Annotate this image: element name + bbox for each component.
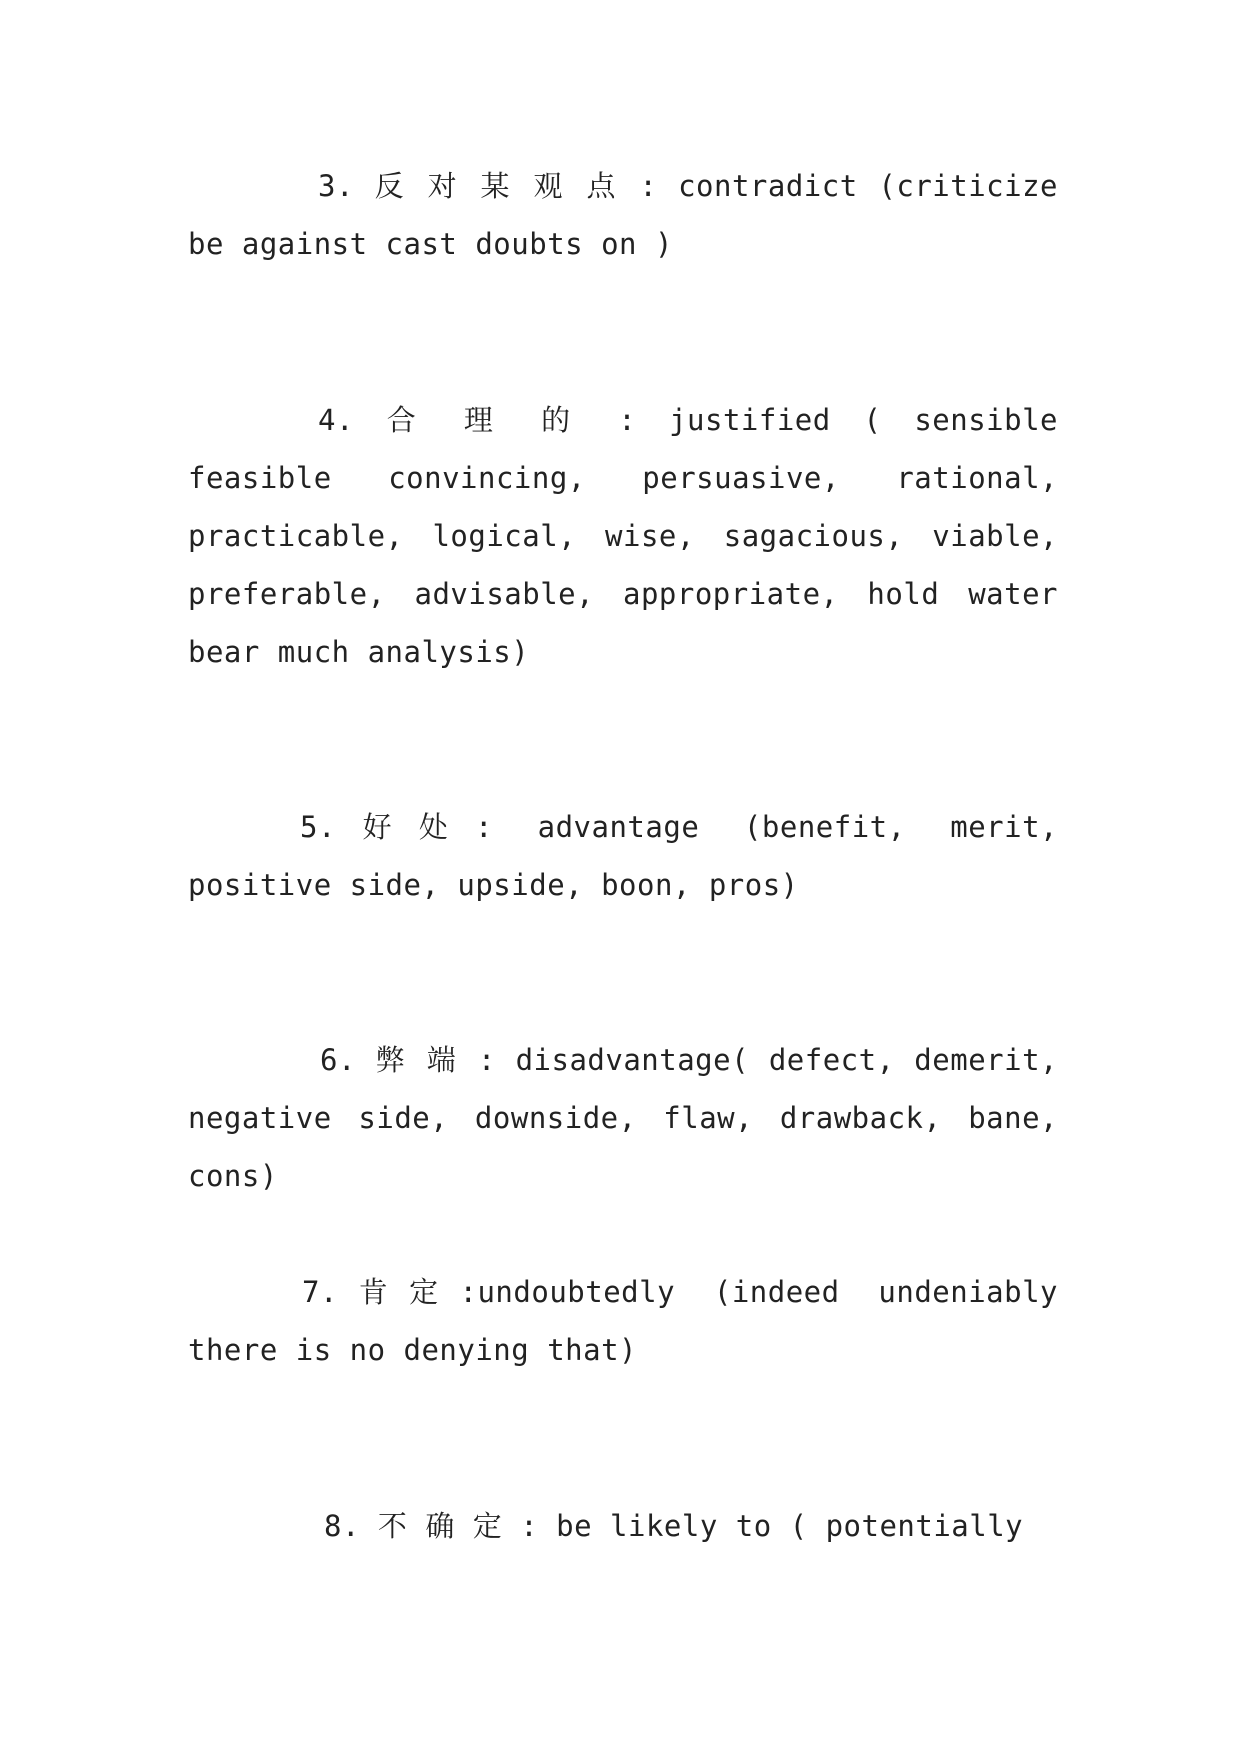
entry-7-paragraph [188,1263,1058,1379]
entry-4-paragraph [188,391,1058,681]
entry-6-paragraph [188,1031,1058,1205]
entry-4-text: 4. 合 理 的 : justified ( sensible feasible convincing, persuasive, rational, practicable, logical, wise, sagacious, viable, preferable, advisable, appropriate, hold water bear much analysis) [188,403,1058,669]
entry-8-paragraph [188,1497,1058,1555]
entry-3-paragraph [188,157,1058,273]
entry-8-text: 8. 不 确 定 : be likely to ( potentially [324,1509,1024,1543]
entry-5-text: 5.好处: advantage (benefit, merit, positive side, upside, boon, pros) [188,810,1058,902]
entry-3-text: 3. 反 对 某 观 点 : contradict (criticize be against cast doubts on ) [188,169,1058,261]
entry-6-text: 6. 弊 端 : disadvantage( defect, demerit, negative side, downside, flaw, drawback, bane, cons) [188,1043,1058,1193]
entry-5-paragraph [188,798,1058,914]
entry-7-text: 7.肯定:undoubtedly (indeed undeniably there is no denying that) [188,1275,1058,1367]
